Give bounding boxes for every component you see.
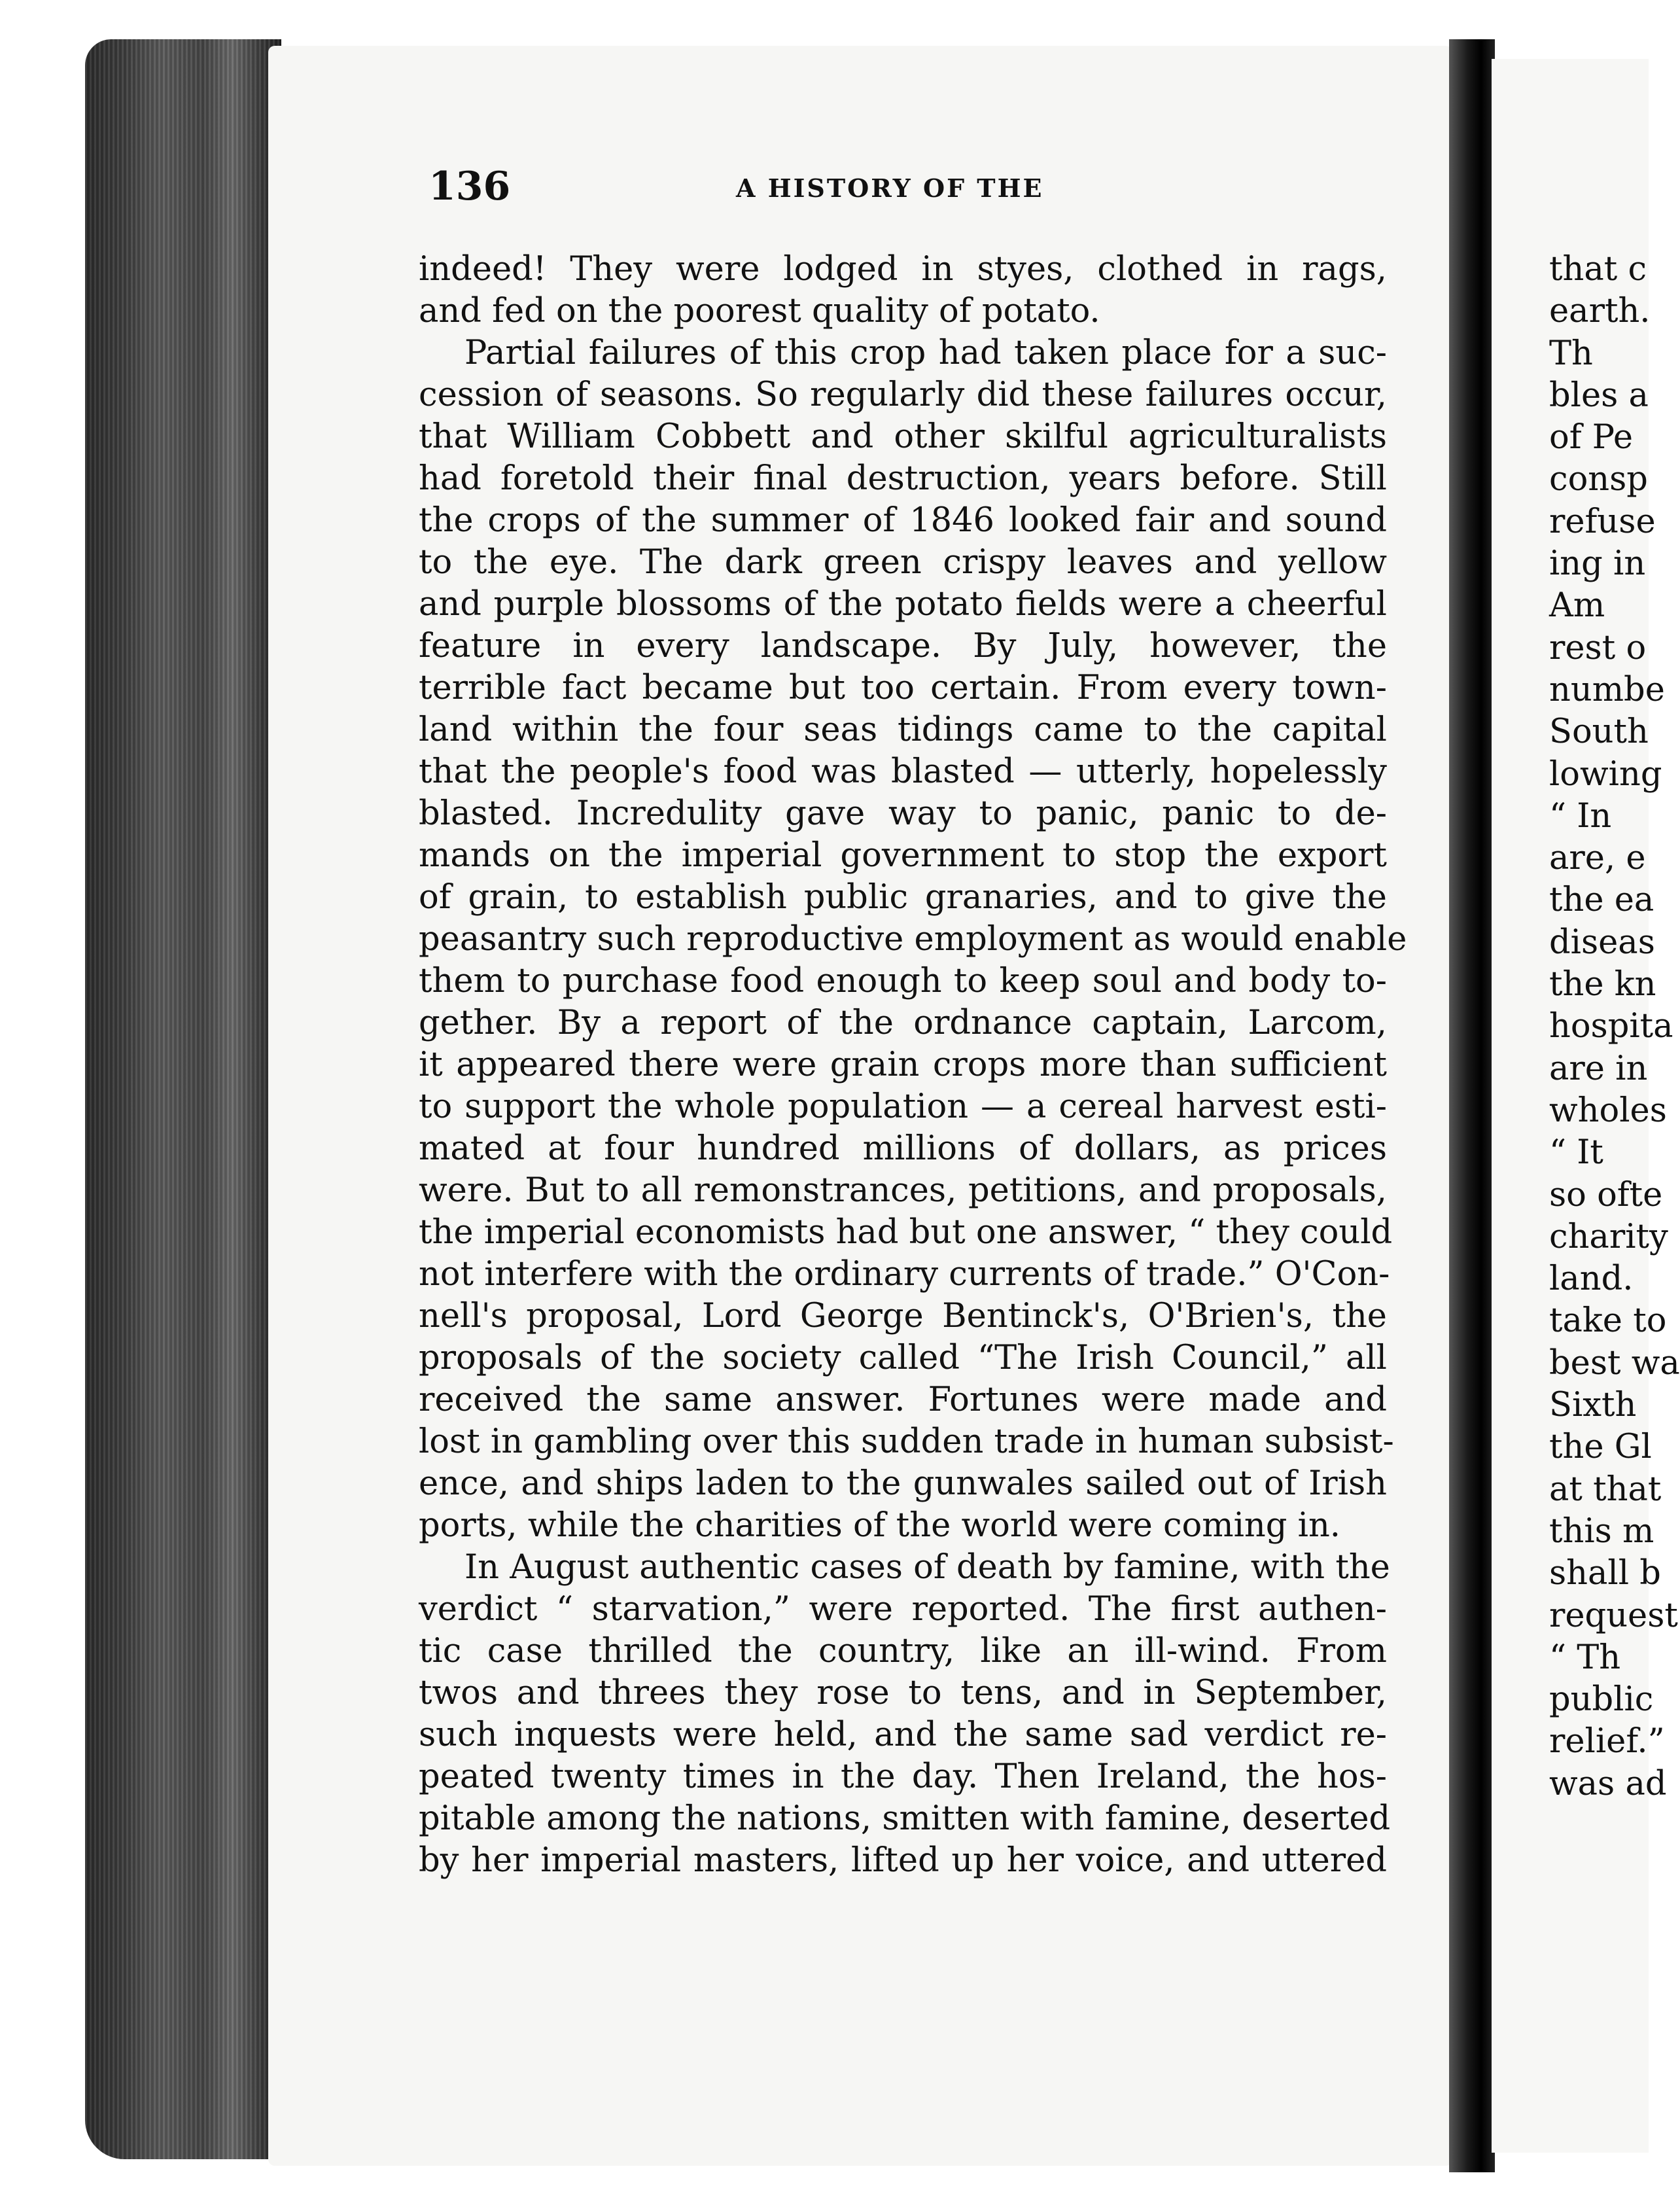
text-line: of grain, to establish public granaries, and to give the [419, 878, 1387, 917]
text-line: and purple blossoms of the potato fields were a cheerful [419, 585, 1387, 624]
text-line: tic case thrilled the country, like an ill-wind. From [419, 1632, 1387, 1670]
running-head-title: A HISTORY OF THE [736, 173, 1044, 203]
fragment-line: rest o [1549, 628, 1647, 667]
fragment-line: so ofte [1549, 1175, 1663, 1214]
text-line: feature in every landscape. By July, however, the [419, 627, 1387, 665]
fragment-line: “ In [1549, 796, 1612, 836]
fragment-line: Th [1549, 334, 1593, 373]
fragment-line: charity [1549, 1217, 1668, 1256]
text-line: were. But to all remonstrances, petitions, and proposals, [419, 1171, 1387, 1210]
text-line: ports, while the charities of the world were coming in. [419, 1506, 1340, 1545]
text-line: to support the whole population — a cereal harvest esti- [419, 1087, 1387, 1126]
fragment-line: are in [1549, 1049, 1648, 1088]
text-line: verdict “ starvation,” were reported. The first authen- [419, 1590, 1387, 1629]
fragment-line: that c [1549, 250, 1647, 289]
text-line: that the people's food was blasted — utterly, hopelessly [419, 752, 1387, 791]
fragment-line: earth. [1549, 292, 1651, 331]
text-line: such inquests were held, and the same sad verdict re- [419, 1716, 1387, 1754]
text-line: to the eye. The dark green crispy leaves and yellow [419, 543, 1387, 582]
fragment-line: wholes [1549, 1091, 1667, 1130]
text-line: mands on the imperial government to stop the export [419, 836, 1387, 875]
fragment-line: the Gl [1549, 1428, 1652, 1467]
text-line: pitable among the nations, smitten with famine, deserted [419, 1799, 1391, 1838]
text-line: the crops of the summer of 1846 looked fair and sound [419, 501, 1387, 540]
text-line: not interfere with the ordinary currents of trade.” O'Con- [419, 1255, 1390, 1294]
left-page-body-text [419, 249, 1407, 1882]
text-line: ence, and ships laden to the gunwales sailed out of Irish [419, 1464, 1387, 1503]
fragment-line: numbe [1549, 670, 1665, 709]
text-line: mated at four hundred millions of dollars, as prices [419, 1129, 1387, 1168]
fragment-line: the kn [1549, 965, 1656, 1004]
fragment-line: relief.” [1549, 1722, 1665, 1761]
fragment-line: Sixth [1549, 1386, 1637, 1425]
fragment-line: best wa [1549, 1343, 1680, 1383]
text-line: twos and threes they rose to tens, and in September, [419, 1674, 1387, 1712]
page-number: 136 [429, 164, 511, 209]
fragment-line: bles a [1549, 376, 1649, 415]
fragment-line: shall b [1549, 1554, 1661, 1593]
text-line: by her imperial masters, lifted up her voice, and uttered [419, 1841, 1387, 1880]
text-line: received the same answer. Fortunes were made and [419, 1381, 1387, 1419]
book-gutter [1449, 39, 1495, 2172]
fragment-line: refuse [1549, 502, 1656, 541]
text-line: had foretold their final destruction, years before. Still [419, 459, 1387, 498]
fragment-line: this m [1549, 1511, 1654, 1551]
text-line: cession of seasons. So regularly did these failures occur, [419, 376, 1387, 414]
text-line: Partial failures of this crop had taken place for a suc- [464, 334, 1387, 372]
right-page-text-fragments [1549, 249, 1680, 1805]
text-line: land within the four seas tidings came to the capital [419, 711, 1387, 749]
text-line: peasantry such reproductive employment as would enable [419, 920, 1407, 959]
fragment-line: hospita [1549, 1007, 1673, 1046]
text-line: terrible fact became but too certain. From every town- [419, 669, 1387, 707]
fragment-line: “ It [1549, 1133, 1603, 1173]
text-line: that William Cobbett and other skilful agriculturalists [419, 417, 1387, 456]
fragment-line: was ad [1549, 1764, 1667, 1803]
fragment-line: take to [1549, 1301, 1667, 1341]
running-head [429, 157, 1390, 216]
fragment-line: consp [1549, 460, 1648, 499]
fragment-line: land. [1549, 1260, 1634, 1299]
fragment-line: “ Th [1549, 1638, 1621, 1677]
text-line: it appeared there were grain crops more than sufficient [419, 1046, 1387, 1084]
fragment-line: are, e [1549, 839, 1646, 878]
text-line: the imperial economists had but one answer, “ they could [419, 1213, 1393, 1252]
fragment-line: of Pe [1549, 418, 1633, 457]
text-line: gether. By a report of the ordnance captain, Larcom, [419, 1004, 1387, 1042]
text-line: peated twenty times in the day. Then Ireland, the hos- [419, 1757, 1387, 1796]
fragment-line: lowing [1549, 754, 1662, 794]
text-line: indeed! They were lodged in styes, clothed in rags, [419, 250, 1387, 289]
fragment-line: South [1549, 713, 1649, 752]
fragment-line: the ea [1549, 881, 1654, 920]
page-fore-edge [85, 39, 281, 2159]
fragment-line: request [1549, 1596, 1678, 1635]
text-line: lost in gambling over this sudden trade in human subsist- [419, 1422, 1394, 1461]
text-line: and fed on the poorest quality of potato. [419, 292, 1100, 330]
fragment-line: ing in [1549, 544, 1646, 584]
text-line: nell's proposal, Lord George Bentinck's, O'Brien's, the [419, 1297, 1387, 1335]
text-line: proposals of the society called “The Irish Council,” all [419, 1339, 1387, 1377]
fragment-line: Am [1549, 586, 1605, 626]
fragment-line: diseas [1549, 923, 1655, 962]
fragment-line: public [1549, 1680, 1654, 1720]
text-line: blasted. Incredulity gave way to panic, panic to de- [419, 794, 1387, 833]
fragment-line: at that [1549, 1470, 1662, 1509]
text-line: them to purchase food enough to keep soul and body to- [419, 962, 1387, 1000]
text-line: In August authentic cases of death by famine, with the [464, 1548, 1390, 1587]
